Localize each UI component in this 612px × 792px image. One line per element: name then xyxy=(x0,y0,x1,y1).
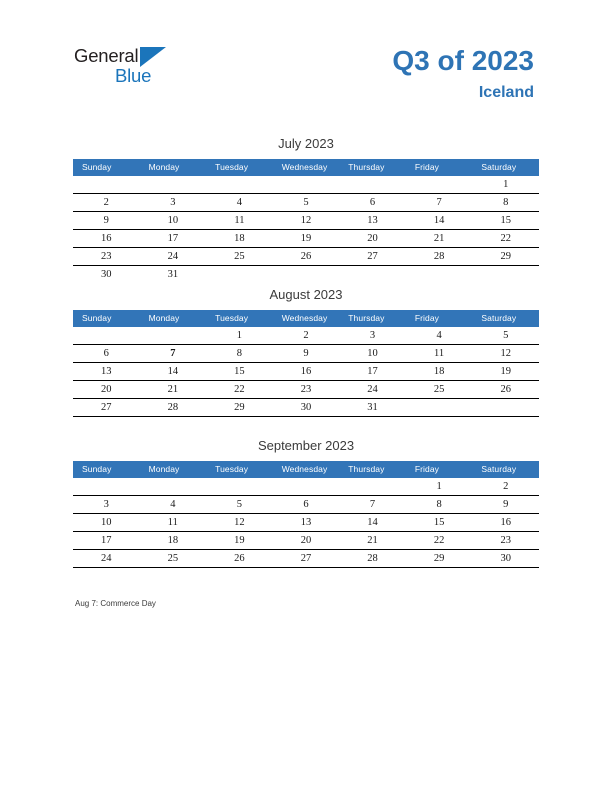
calendar-day[interactable]: 4 xyxy=(140,496,207,514)
calendar-day[interactable]: 23 xyxy=(472,532,539,550)
calendar-day[interactable]: 26 xyxy=(472,381,539,399)
calendar-week-row xyxy=(73,176,539,194)
calendar-day-empty xyxy=(140,478,207,496)
weekday-header-thursday: Thursday xyxy=(339,159,406,176)
weekday-header-tuesday: Tuesday xyxy=(206,461,273,478)
month-block xyxy=(73,287,539,417)
weekday-header-monday: Monday xyxy=(140,159,207,176)
calendar-day-holiday[interactable]: 7 xyxy=(140,345,207,363)
calendar-day-empty xyxy=(73,327,140,345)
logo-word-blue: Blue xyxy=(115,65,152,86)
calendar-day-empty xyxy=(406,266,473,284)
calendar-week-row xyxy=(73,514,539,532)
calendar-week-row xyxy=(73,399,539,417)
weekday-header-saturday: Saturday xyxy=(472,310,539,327)
logo-word-general: General xyxy=(74,45,139,66)
calendar-day[interactable]: 22 xyxy=(472,230,539,248)
calendar-day[interactable]: 9 xyxy=(73,212,140,230)
calendar-day[interactable]: 29 xyxy=(206,399,273,417)
weekday-header-row xyxy=(73,461,539,478)
calendar-day[interactable]: 12 xyxy=(273,212,340,230)
general-blue-logo xyxy=(74,45,204,91)
calendar-day[interactable]: 1 xyxy=(472,176,539,194)
calendar-week-row xyxy=(73,478,539,496)
calendar-day[interactable]: 8 xyxy=(206,345,273,363)
calendar-day[interactable]: 7 xyxy=(406,194,473,212)
calendar-day-empty xyxy=(73,478,140,496)
calendar-day-empty xyxy=(339,266,406,284)
weekday-header-wednesday: Wednesday xyxy=(273,310,340,327)
page-header xyxy=(0,0,612,130)
calendar-day[interactable]: 26 xyxy=(206,550,273,568)
calendar-day[interactable]: 6 xyxy=(339,194,406,212)
calendar-day[interactable]: 4 xyxy=(206,194,273,212)
calendar-week-row xyxy=(73,266,539,284)
calendar-day[interactable]: 18 xyxy=(140,532,207,550)
month-title: August 2023 xyxy=(269,287,343,302)
calendar-table xyxy=(73,310,539,417)
calendar-day[interactable]: 1 xyxy=(406,478,473,496)
calendar-day-empty xyxy=(273,478,340,496)
month-title: September 2023 xyxy=(257,438,355,453)
weekday-header-monday: Monday xyxy=(140,461,207,478)
calendar-day[interactable]: 18 xyxy=(406,363,473,381)
calendar-day[interactable]: 20 xyxy=(339,230,406,248)
calendar-day[interactable]: 15 xyxy=(206,363,273,381)
calendar-day[interactable]: 10 xyxy=(339,345,406,363)
calendar-day[interactable]: 11 xyxy=(206,212,273,230)
calendar-day[interactable]: 21 xyxy=(406,230,473,248)
calendar-day[interactable]: 2 xyxy=(73,194,140,212)
calendar-day[interactable]: 16 xyxy=(73,230,140,248)
calendar-day[interactable]: 10 xyxy=(73,514,140,532)
calendar-day[interactable]: 28 xyxy=(406,248,473,266)
calendar-day-empty xyxy=(406,399,473,417)
weekday-header-saturday: Saturday xyxy=(472,461,539,478)
calendar-day-empty xyxy=(206,266,273,284)
country-subtitle: Iceland xyxy=(478,84,534,101)
calendar-day[interactable]: 22 xyxy=(206,381,273,399)
calendar-day-empty xyxy=(140,176,207,194)
calendar-day-empty xyxy=(339,478,406,496)
weekday-header-monday: Monday xyxy=(140,310,207,327)
calendar-day[interactable]: 17 xyxy=(140,230,207,248)
calendar-day[interactable]: 1 xyxy=(206,327,273,345)
calendar-day[interactable]: 15 xyxy=(472,212,539,230)
calendar-day[interactable]: 30 xyxy=(273,399,340,417)
calendar-day[interactable]: 22 xyxy=(406,532,473,550)
calendar-week-row xyxy=(73,496,539,514)
calendar-day[interactable]: 28 xyxy=(140,399,207,417)
holiday-legend: Aug 7: Commerce Day xyxy=(75,599,156,608)
calendar-day[interactable]: 21 xyxy=(339,532,406,550)
calendar-day[interactable]: 15 xyxy=(406,514,473,532)
calendar-day[interactable]: 3 xyxy=(339,327,406,345)
calendar-day[interactable]: 3 xyxy=(140,194,207,212)
calendar-week-row xyxy=(73,248,539,266)
calendar-day[interactable]: 24 xyxy=(73,550,140,568)
calendar-week-row xyxy=(73,212,539,230)
calendar-day[interactable]: 5 xyxy=(206,496,273,514)
weekday-header-saturday: Saturday xyxy=(472,159,539,176)
calendar-week-row xyxy=(73,550,539,568)
calendar-day[interactable]: 2 xyxy=(273,327,340,345)
month-title: July 2023 xyxy=(278,136,334,151)
calendar-day[interactable]: 7 xyxy=(339,496,406,514)
weekday-header-wednesday: Wednesday xyxy=(273,159,340,176)
calendar-day[interactable]: 9 xyxy=(472,496,539,514)
calendar-day[interactable]: 20 xyxy=(73,381,140,399)
calendar-week-row xyxy=(73,532,539,550)
weekday-header-friday: Friday xyxy=(406,461,473,478)
month-block xyxy=(73,136,539,283)
calendar-day-empty xyxy=(472,266,539,284)
weekday-header-thursday: Thursday xyxy=(339,310,406,327)
calendar-day[interactable]: 19 xyxy=(206,532,273,550)
calendar-day[interactable]: 12 xyxy=(206,514,273,532)
calendar-day[interactable]: 5 xyxy=(472,327,539,345)
calendar-day[interactable]: 13 xyxy=(339,212,406,230)
weekday-header-sunday: Sunday xyxy=(73,461,140,478)
calendar-week-row xyxy=(73,327,539,345)
calendar-day[interactable]: 11 xyxy=(406,345,473,363)
calendar-day[interactable]: 23 xyxy=(73,248,140,266)
calendar-day[interactable]: 8 xyxy=(472,194,539,212)
calendar-day[interactable]: 20 xyxy=(273,532,340,550)
calendar-day[interactable]: 2 xyxy=(472,478,539,496)
calendar-table xyxy=(73,461,539,568)
calendar-day[interactable]: 31 xyxy=(339,399,406,417)
calendar-week-row xyxy=(73,381,539,399)
calendar-day[interactable]: 27 xyxy=(273,550,340,568)
calendar-day[interactable]: 26 xyxy=(273,248,340,266)
calendar-table xyxy=(73,159,539,283)
calendar-day-empty xyxy=(206,176,273,194)
calendar-day[interactable]: 30 xyxy=(472,550,539,568)
calendar-day[interactable]: 25 xyxy=(206,248,273,266)
calendar-day[interactable]: 19 xyxy=(273,230,340,248)
calendar-day-empty xyxy=(406,176,473,194)
calendar-day[interactable]: 25 xyxy=(140,550,207,568)
calendar-day[interactable]: 11 xyxy=(140,514,207,532)
calendar-day[interactable]: 17 xyxy=(73,532,140,550)
calendar-day[interactable]: 8 xyxy=(406,496,473,514)
calendar-week-row xyxy=(73,194,539,212)
weekday-header-friday: Friday xyxy=(406,159,473,176)
weekday-header-sunday: Sunday xyxy=(73,310,140,327)
calendar-day[interactable]: 29 xyxy=(472,248,539,266)
calendar-day[interactable]: 16 xyxy=(472,514,539,532)
calendar-day[interactable]: 9 xyxy=(273,345,340,363)
weekday-header-friday: Friday xyxy=(406,310,473,327)
calendar-week-row xyxy=(73,363,539,381)
calendar-day[interactable]: 5 xyxy=(273,194,340,212)
calendar-day[interactable]: 4 xyxy=(406,327,473,345)
calendar-day[interactable]: 13 xyxy=(73,363,140,381)
weekday-header-sunday: Sunday xyxy=(73,159,140,176)
weekday-header-tuesday: Tuesday xyxy=(206,159,273,176)
calendar-day-empty xyxy=(206,478,273,496)
calendar-day[interactable]: 14 xyxy=(339,514,406,532)
calendar-day[interactable]: 28 xyxy=(339,550,406,568)
calendar-week-row xyxy=(73,230,539,248)
calendar-day-empty xyxy=(73,176,140,194)
calendar-day-empty xyxy=(339,176,406,194)
calendar-day[interactable]: 12 xyxy=(472,345,539,363)
calendar-day-empty xyxy=(273,266,340,284)
calendar-day[interactable]: 14 xyxy=(140,363,207,381)
calendar-day[interactable]: 18 xyxy=(206,230,273,248)
triangle-icon xyxy=(140,47,166,67)
weekday-header-thursday: Thursday xyxy=(339,461,406,478)
calendar-day[interactable]: 27 xyxy=(73,399,140,417)
calendar-day[interactable]: 24 xyxy=(140,248,207,266)
calendar-day[interactable]: 3 xyxy=(73,496,140,514)
calendar-day[interactable]: 6 xyxy=(273,496,340,514)
calendar-day[interactable]: 23 xyxy=(273,381,340,399)
calendar-day[interactable]: 6 xyxy=(73,345,140,363)
weekday-header-row xyxy=(73,159,539,176)
calendar-day[interactable]: 17 xyxy=(339,363,406,381)
page-title: Q3 of 2023 xyxy=(392,45,534,76)
weekday-header-row xyxy=(73,310,539,327)
calendar-week-row xyxy=(73,345,539,363)
calendar-day[interactable]: 19 xyxy=(472,363,539,381)
calendar-day-empty xyxy=(472,399,539,417)
calendar-day[interactable]: 29 xyxy=(406,550,473,568)
title-block xyxy=(392,44,534,104)
calendar-day[interactable]: 13 xyxy=(273,514,340,532)
calendar-day-empty xyxy=(273,176,340,194)
calendar-day[interactable]: 16 xyxy=(273,363,340,381)
calendar-day[interactable]: 10 xyxy=(140,212,207,230)
calendar-day[interactable]: 27 xyxy=(339,248,406,266)
calendar-day-empty xyxy=(140,327,207,345)
calendar-day[interactable]: 21 xyxy=(140,381,207,399)
calendar-day[interactable]: 24 xyxy=(339,381,406,399)
calendar-day[interactable]: 25 xyxy=(406,381,473,399)
calendar-day[interactable]: 30 xyxy=(101,269,112,280)
calendar-day[interactable]: 31 xyxy=(167,269,179,280)
month-block xyxy=(73,438,539,568)
weekday-header-tuesday: Tuesday xyxy=(206,310,273,327)
weekday-header-wednesday: Wednesday xyxy=(273,461,340,478)
calendar-day[interactable]: 14 xyxy=(406,212,473,230)
